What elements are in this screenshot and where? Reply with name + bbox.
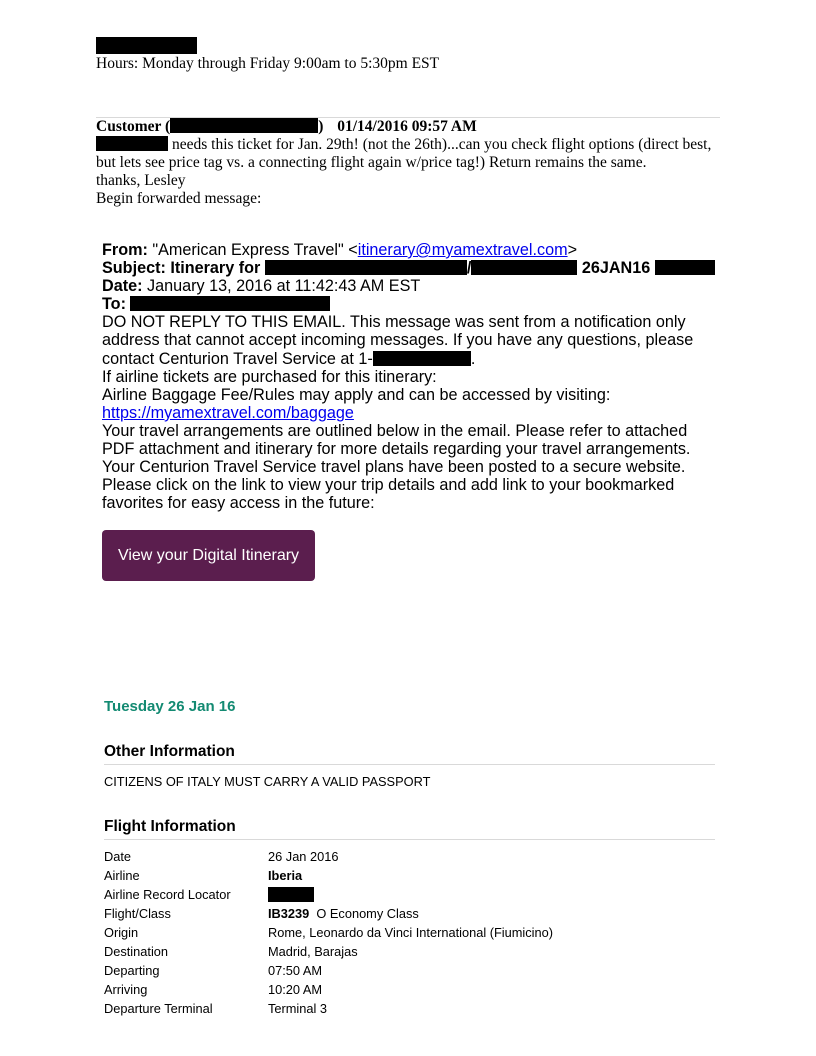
- other-information-title: Other Information: [104, 743, 235, 760]
- customer-signoff: thanks, Lesley: [96, 172, 186, 189]
- flight-row-label: Destination: [104, 944, 169, 959]
- flight-information-title: Flight Information: [104, 818, 236, 835]
- day-heading: Tuesday 26 Jan 16: [104, 698, 236, 715]
- date-line: Date: January 13, 2016 at 11:42:43 AM EST: [102, 277, 421, 296]
- business-hours: Hours: Monday through Friday 9:00am to 5:30pm EST: [96, 55, 440, 72]
- forwarded-email: [102, 241, 722, 512]
- subject-line: Subject: Itinerary for / 26JAN16: [102, 259, 722, 277]
- customer-message-line: needs this ticket for Jan. 29th! (not the 26th)...can you check flight options (direct best, but lets see price tag vs. a connecting flight again w/price tag!) Return remains the same.: [96, 136, 712, 171]
- flight-row-label: Date: [104, 849, 132, 864]
- arrangements-text: Your travel arrangements are outlined below in the email. Please refer to attached PDF attachment and itinerary for more details regarding your travel arrangements. Your Centurion Travel Service travel plans have been posted to a secure website. Please click on the link to view your trip details and add link to your bookmarked favorites for easy access in the future:: [102, 421, 691, 513]
- flight-row-record-locator: [104, 885, 714, 904]
- redacted-customer-email: [170, 118, 318, 133]
- flight-row-destination: [104, 942, 714, 961]
- flight-number: IB3239: [268, 906, 310, 921]
- redacted-name: [96, 136, 168, 151]
- redacted-company-name: [96, 37, 197, 54]
- message-datetime: 01/14/2016 09:57 AM: [337, 118, 477, 135]
- flight-row-departing: [104, 961, 714, 980]
- customer-paren-close: ): [318, 118, 324, 135]
- redacted-subject-2: [471, 260, 577, 275]
- view-digital-itinerary-button[interactable]: View your Digital Itinerary: [102, 530, 315, 581]
- flight-row-label: Origin: [104, 925, 139, 940]
- redacted-subject-1: [265, 260, 467, 275]
- flight-row-airline: [104, 866, 714, 885]
- other-information-text: CITIZENS OF ITALY MUST CARRY A VALID PASSPORT: [104, 774, 431, 789]
- baggage-line: Airline Baggage Fee/Rules may apply and can be accessed by visiting:: [102, 385, 611, 404]
- flight-row-label: Airline Record Locator: [104, 887, 231, 902]
- to-line: To:: [102, 295, 722, 313]
- flight-row-arriving: [104, 980, 714, 999]
- flight-row-value: 07:50 AM: [268, 963, 323, 978]
- flight-row-label: Departing: [104, 963, 160, 978]
- customer-message-header: [96, 118, 477, 136]
- flight-row-label: Flight/Class: [104, 906, 171, 921]
- customer-label: Customer (: [96, 118, 171, 135]
- flight-row-origin: [104, 923, 714, 942]
- divider: [104, 764, 715, 765]
- redacted-phone: [373, 351, 471, 366]
- flight-row-flight-class: [104, 904, 714, 923]
- flight-row-value: Madrid, Barajas: [268, 944, 358, 959]
- forward-intro: Begin forwarded message:: [96, 190, 262, 207]
- flight-row-label: Airline: [104, 868, 140, 883]
- flight-row-date: [104, 847, 714, 866]
- flight-row-value: 26 Jan 2016: [268, 849, 339, 864]
- redacted-recipient: [130, 296, 330, 311]
- customer-message-body: [96, 136, 716, 208]
- from-email-link[interactable]: itinerary@myamextravel.com: [357, 241, 568, 259]
- flight-row-value: 10:20 AM: [268, 982, 323, 997]
- divider: [104, 839, 715, 840]
- flight-row-value: Terminal 3: [268, 1001, 328, 1016]
- baggage-link[interactable]: https://myamextravel.com/baggage: [102, 403, 354, 422]
- redacted-subject-3: [655, 260, 715, 275]
- no-reply-notice: DO NOT REPLY TO THIS EMAIL. This message was sent from a notification only address that cannot accept incoming messages. If you have any questions, please contact Centurion Travel Service at 1- .: [102, 313, 694, 368]
- flight-row-departure-terminal: [104, 999, 714, 1018]
- from-line: From: "American Express Travel" <itinerary@myamextravel.com>: [102, 241, 578, 259]
- fare-class: O Economy Class: [316, 906, 419, 921]
- redacted-record-locator: [268, 887, 314, 902]
- baggage-intro: If airline tickets are purchased for this itinerary:: [102, 367, 437, 386]
- flight-row-label: Arriving: [104, 982, 148, 997]
- flight-row-label: Departure Terminal: [104, 1001, 213, 1016]
- flight-row-value: Rome, Leonardo da Vinci International (Fiumicino): [268, 925, 553, 940]
- flight-row-value: Iberia: [268, 868, 303, 883]
